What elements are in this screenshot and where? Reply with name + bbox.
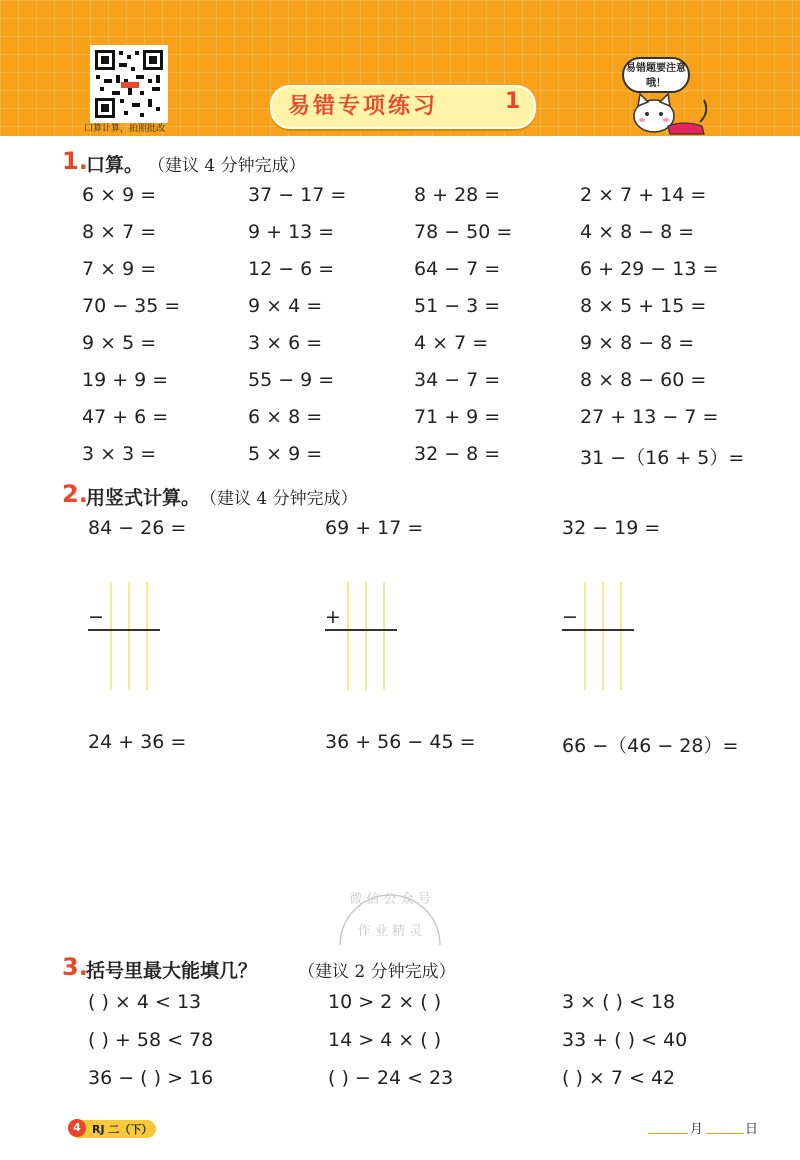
- vertical-problem: 69 + 17 =: [325, 517, 424, 539]
- oral-problem: 31 −（16 + 5）=: [580, 447, 745, 469]
- result-line: [325, 629, 397, 631]
- oral-problem: 9 × 4 =: [248, 295, 323, 317]
- operator-sign: −: [88, 606, 104, 628]
- oral-problem: 71 + 9 =: [414, 406, 501, 428]
- page-title: 易错专项练习: [288, 94, 439, 119]
- guide-line: [602, 582, 604, 690]
- vertical-problem: 36 + 56 − 45 =: [325, 731, 476, 753]
- vertical-problem: 84 − 26 =: [88, 517, 187, 539]
- fill-blank-problem[interactable]: 33 + ( ) < 40: [562, 1029, 688, 1051]
- guide-line: [584, 582, 586, 690]
- fill-blank-problem[interactable]: 14 > 4 × ( ): [328, 1029, 442, 1051]
- edition-label: RJ 二（下）: [92, 1123, 153, 1136]
- oral-problem: 8 × 8 − 60 =: [580, 369, 707, 391]
- fill-blank-problem[interactable]: 10 > 2 × ( ): [328, 991, 442, 1013]
- cat-mascot-icon: [624, 92, 714, 136]
- month-label: 月: [690, 1122, 704, 1137]
- qr-caption: 口算计算，拍照批改: [84, 124, 166, 134]
- oral-problem: 5 × 9 =: [248, 443, 323, 465]
- oral-problem: 8 × 7 =: [82, 221, 157, 243]
- qr-code-icon: [92, 47, 166, 121]
- speech-bubble: 易错题要注意哦！: [622, 57, 690, 93]
- oral-problem: 8 × 5 + 15 =: [580, 295, 707, 317]
- page-number: 4: [68, 1119, 86, 1137]
- day-blank[interactable]: [706, 1133, 744, 1134]
- oral-problem: 3 × 6 =: [248, 332, 323, 354]
- oral-problem: 9 + 13 =: [248, 221, 335, 243]
- svg-text:作 业 精 灵: 作 业 精 灵: [357, 924, 423, 939]
- oral-problem: 32 − 8 =: [414, 443, 501, 465]
- oral-problem: 6 + 29 − 13 =: [580, 258, 719, 280]
- section2-hint: （建议 4 分钟完成）: [200, 489, 358, 509]
- oral-problem: 3 × 3 =: [82, 443, 157, 465]
- oral-problem: 19 + 9 =: [82, 369, 169, 391]
- oral-problem: 27 + 13 − 7 =: [580, 406, 719, 428]
- section2-number: 2.: [62, 480, 88, 508]
- oral-problem: 6 × 9 =: [82, 184, 157, 206]
- oral-problem: 64 − 7 =: [414, 258, 501, 280]
- fill-blank-problem[interactable]: ( ) × 7 < 42: [562, 1067, 676, 1089]
- oral-problem: 7 × 9 =: [82, 258, 157, 280]
- oral-problem: 55 − 9 =: [248, 369, 335, 391]
- oral-problem: 4 × 7 =: [414, 332, 489, 354]
- guide-line: [383, 582, 385, 690]
- fill-blank-problem[interactable]: 36 − ( ) > 16: [88, 1067, 214, 1089]
- svg-text:微 信 公 众 号: 微 信 公 众 号: [349, 892, 431, 907]
- result-line: [562, 629, 634, 631]
- vertical-problem: 66 −（46 − 28）=: [562, 735, 739, 757]
- guide-line: [110, 582, 112, 690]
- vertical-problem: 24 + 36 =: [88, 731, 187, 753]
- oral-problem: 9 × 8 − 8 =: [580, 332, 695, 354]
- fill-blank-problem[interactable]: ( ) × 4 < 13: [88, 991, 202, 1013]
- fill-blank-problem[interactable]: ( ) − 24 < 23: [328, 1067, 454, 1089]
- fill-blank-problem[interactable]: ( ) + 58 < 78: [88, 1029, 214, 1051]
- operator-sign: −: [562, 606, 578, 628]
- month-blank[interactable]: [648, 1133, 688, 1134]
- guide-line: [128, 582, 130, 690]
- oral-problem: 51 − 3 =: [414, 295, 501, 317]
- operator-sign: +: [325, 606, 341, 628]
- section2-title: 用竖式计算。: [86, 487, 201, 509]
- section3-title: 括号里最大能填几？: [86, 960, 258, 982]
- oral-problem: 37 − 17 =: [248, 184, 347, 206]
- guide-line: [365, 582, 367, 690]
- page-title-number: 1: [505, 89, 521, 114]
- oral-problem: 78 − 50 =: [414, 221, 513, 243]
- oral-problem: 12 − 6 =: [248, 258, 335, 280]
- guide-line: [347, 582, 349, 690]
- oral-problem: 6 × 8 =: [248, 406, 323, 428]
- section3-hint: （建议 2 分钟完成）: [298, 962, 456, 982]
- oral-problem: 34 − 7 =: [414, 369, 501, 391]
- qr-code[interactable]: [90, 45, 168, 123]
- watermark-stamp-icon: [320, 865, 460, 955]
- section1-hint: （建议 4 分钟完成）: [148, 156, 306, 176]
- section1-title: 口算。: [86, 154, 144, 176]
- oral-problem: 70 − 35 =: [82, 295, 181, 317]
- oral-problem: 47 + 6 =: [82, 406, 169, 428]
- oral-problem: 8 + 28 =: [414, 184, 501, 206]
- oral-problem: 2 × 7 + 14 =: [580, 184, 707, 206]
- vertical-problem: 32 − 19 =: [562, 517, 661, 539]
- fill-blank-problem[interactable]: 3 × ( ) < 18: [562, 991, 676, 1013]
- oral-problem: 4 × 8 − 8 =: [580, 221, 695, 243]
- oral-problem: 9 × 5 =: [82, 332, 157, 354]
- guide-line: [620, 582, 622, 690]
- day-label: 日: [745, 1122, 759, 1137]
- guide-line: [146, 582, 148, 690]
- section1-number: 1.: [62, 147, 88, 175]
- result-line: [88, 629, 160, 631]
- section3-number: 3.: [62, 953, 88, 981]
